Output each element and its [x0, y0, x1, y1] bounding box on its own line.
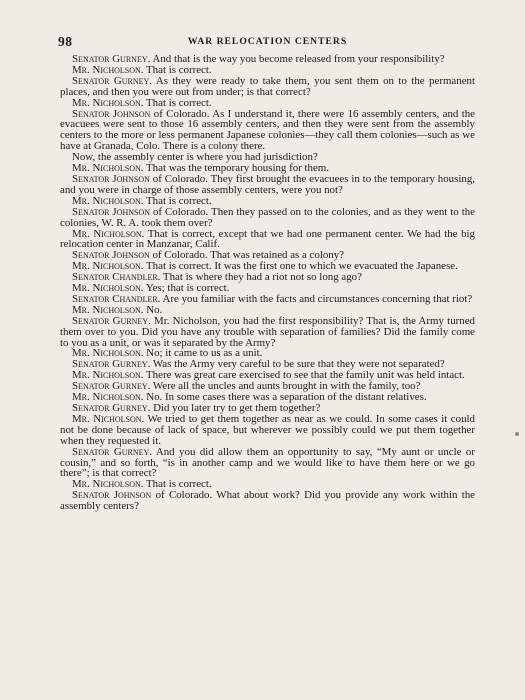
speaker-name: Senator Johnson — [72, 172, 150, 185]
speech-text: That is where they had a riot not so long ago? — [160, 271, 362, 284]
speaker-name: Senator Gurney. — [72, 314, 151, 327]
speech-text: And you did allow them an opportunity to say, “My aunt or uncle or cousin,” and so forth, “is in another camp and we would like to have them here or we go there”; is that correct? — [60, 445, 475, 480]
speaker-name: Senator Chandler. — [72, 271, 161, 284]
transcript-paragraph — [60, 109, 475, 153]
transcript-paragraph — [60, 229, 475, 251]
speaker-name: Senator Gurney. — [72, 380, 151, 393]
transcript-paragraph — [60, 174, 475, 196]
speaker-name: Senator Johnson — [72, 107, 151, 120]
transcript-paragraph — [60, 76, 475, 98]
transcript-paragraph — [60, 316, 475, 349]
scan-speck — [515, 432, 519, 436]
speech-text: That is correct. — [143, 96, 212, 109]
speaker-name: Senator Gurney. — [72, 53, 151, 65]
speaker-name: Senator Johnson — [72, 489, 152, 502]
speech-text: That is correct. — [143, 63, 212, 76]
speaker-name: Mr. Nicholson. — [72, 412, 145, 425]
speaker-name: Senator Gurney. — [72, 358, 151, 371]
speaker-name: Mr. Nicholson. — [72, 347, 144, 360]
page-header — [60, 30, 475, 50]
speaker-name: Senator Gurney. — [72, 402, 151, 414]
speaker-name: Mr. Nicholson. — [72, 369, 144, 382]
hearing-transcript — [60, 54, 475, 512]
speech-text: of Colorado. That was retained as a colony? — [149, 249, 345, 262]
speaker-name: Mr. Nicholson. — [72, 391, 144, 404]
speaker-name: Mr. Nicholson. — [72, 96, 144, 109]
speaker-name: Mr. Nicholson. — [72, 194, 144, 207]
speech-text: Mr. Nicholson, you had the first responsibility? That is, the Army turned them over to you. Did you have any trouble with separation of families? Did the family come to you as a unit, or was it separated by the Army? — [60, 314, 475, 349]
transcript-paragraph — [60, 207, 475, 229]
speech-text: We tried to get them together as near as we could. In some cases it could not be done because of lack of space, but wherever we possibly could we put them together when they requested it. — [60, 412, 475, 447]
speech-text: Was the Army very careful to be sure that they were not separated? — [150, 358, 445, 371]
transcript-paragraph — [60, 414, 475, 447]
speech-text: Did you later try to get them together? — [150, 402, 321, 414]
transcript-paragraph — [60, 490, 475, 512]
speech-text: Yes; that is correct. — [143, 282, 230, 295]
speaker-name: Mr. Nicholson. — [72, 227, 145, 240]
speaker-name: Mr. Nicholson. — [72, 478, 144, 491]
speaker-name: Senator Chandler. — [72, 292, 161, 305]
speech-text: There was great care exercised to see that the family unit was held intact. — [143, 369, 465, 382]
speech-text: Were all the uncles and aunts brought in with the family, too? — [150, 380, 421, 393]
speaker-name: Senator Gurney. — [72, 74, 153, 87]
transcript-paragraph — [60, 447, 475, 480]
speech-text: That is correct. It was the first one to which we evacuated the Japanese. — [143, 260, 458, 273]
speaker-name: Senator Johnson — [72, 249, 150, 262]
speech-text: of Colorado. As I understand it, there were 16 assembly centers, and the evacuees were sent to those 16 assembly centers, and then they were sent from the assembly centers to the more or less permanent Japanese colonies—they call them colonies—such as we have at Granada, Colo. There is a colony there. — [60, 107, 476, 153]
speech-text: No. In some cases there was a separation of the distant relatives. — [143, 391, 427, 404]
speech-text: No. — [143, 303, 163, 316]
speaker-name: Mr. Nicholson. — [72, 303, 144, 316]
speech-text: That is correct. — [143, 194, 212, 207]
speaker-name: Senator Gurney. — [72, 445, 153, 458]
speech-text: That was the temporary housing for them. — [143, 162, 330, 175]
speaker-name: Mr. Nicholson. — [72, 260, 144, 273]
running-head: WAR RELOCATION CENTERS — [187, 36, 348, 47]
speech-text: of Colorado. Then they passed on to the colonies, and as they went to the colonies, W. R. A. took them over? — [60, 205, 475, 229]
speaker-name: Mr. Nicholson. — [72, 162, 144, 175]
speech-text: Now, the assembly center is where you had jurisdiction? — [72, 151, 318, 164]
speech-text: As they were ready to take them, you sent them on to the permanent places, and then you were out from under; is that correct? — [60, 74, 475, 98]
speech-text: That is correct, except that we had one permanent center. We had the big relocation center in Manzanar, Calif. — [60, 227, 476, 251]
speaker-name: Mr. Nicholson. — [72, 282, 144, 295]
speaker-name: Mr. Nicholson. — [72, 63, 144, 76]
page-number: 98 — [58, 34, 73, 49]
speaker-name: Senator Johnson — [72, 205, 151, 218]
speech-text: Are you familiar with the facts and circumstances concerning that riot? — [160, 292, 473, 305]
speech-text: No; it came to us as a unit. — [143, 347, 263, 360]
speech-text: That is correct. — [143, 478, 212, 491]
speech-text: of Colorado. What about work? Did you provide any work within the assembly centers? — [60, 489, 476, 513]
speech-text: of Colorado. They first brought the evacuees in to the temporary housing, and you were in charge of those assembly centers, were you not? — [60, 172, 475, 196]
speech-text: And that is the way you become released from your responsibility? — [150, 53, 445, 65]
